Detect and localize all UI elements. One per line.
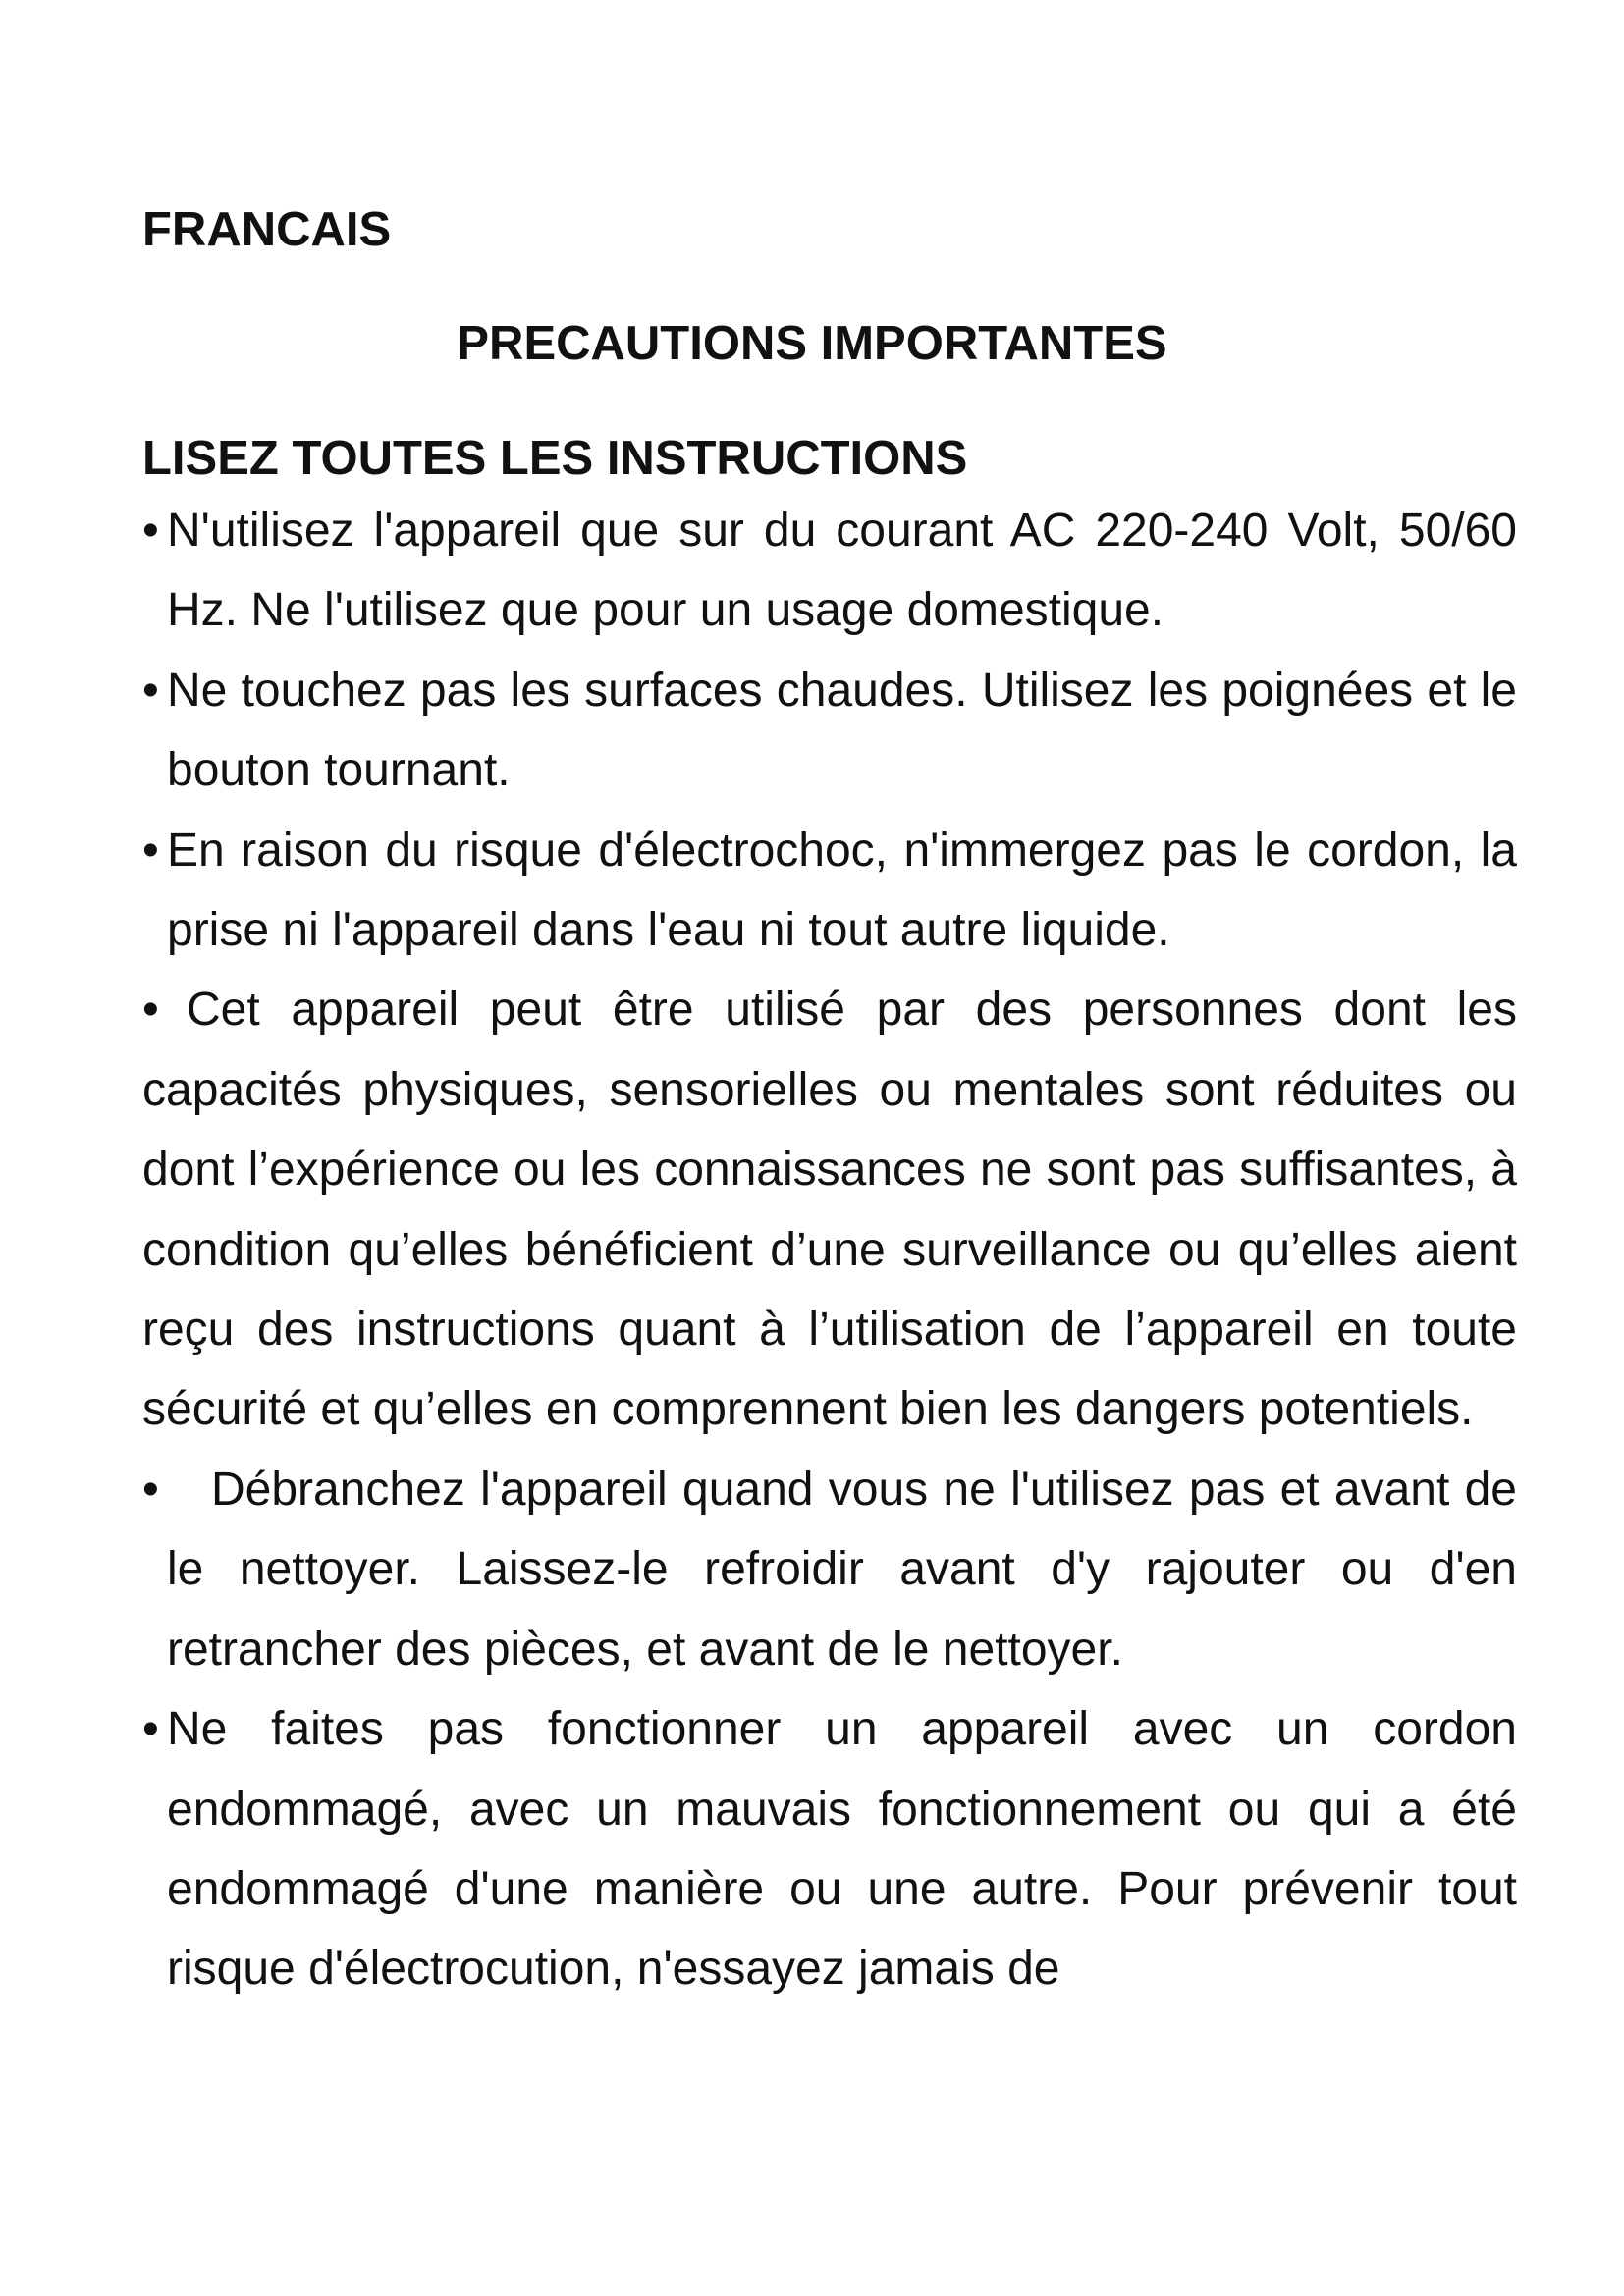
list-item-text: Cet appareil peut être utilisé par des personnes dont les capacités physiques, sensorielles ou mentales sont réduites ou dont l’expérience ou les connaissances ne sont pas suffisantes, à condition qu’elles bénéficient d’une surveillance ou qu’elles aient reçu des instructions quant à l’utilisation de l’appareil en toute sécurité et qu’elles en comprennent bien les dangers potentiels. bbox=[142, 984, 1517, 1436]
section-subtitle: LISEZ TOUTES LES INSTRUCTIONS bbox=[142, 432, 968, 485]
list-item bbox=[142, 491, 1517, 651]
list-item bbox=[142, 1450, 1517, 1689]
list-item bbox=[142, 970, 1517, 1449]
list-item bbox=[142, 1689, 1517, 2009]
bullet-icon: • bbox=[142, 1703, 159, 1756]
bullet-icon: • bbox=[142, 505, 159, 557]
bullet-icon: • bbox=[142, 984, 159, 1037]
list-item-text: Ne faites pas fonctionner un appareil avec un cordon endommagé, avec un mauvais fonctionnement ou qui a été endommagé d'une manière ou une autre. Pour prévenir tout risque d'électrocution, n'essayez jamais de bbox=[167, 1703, 1517, 1996]
list-item-text: En raison du risque d'électrochoc, n'immergez pas le cordon, la prise ni l'appareil dans l'eau ni tout autre liquide. bbox=[167, 824, 1517, 957]
list-item-text: Débranchez l'appareil quand vous ne l'utilisez pas et avant de le nettoyer. Laissez-le refroidir avant d'y rajouter ou d'en retrancher des pièces, et avant de le nettoyer. bbox=[167, 1463, 1517, 1676]
list-item bbox=[142, 811, 1517, 971]
bullet-icon: • bbox=[142, 824, 159, 877]
document-title: PRECAUTIONS IMPORTANTES bbox=[457, 317, 1167, 370]
precautions-list bbox=[142, 491, 1517, 2009]
bullet-icon: • bbox=[142, 664, 159, 717]
bullet-icon: • bbox=[142, 1463, 159, 1516]
list-item-text: N'utilisez l'appareil que sur du courant AC 220-240 Volt, 50/60 Hz. Ne l'utilisez que pour un usage domestique. bbox=[167, 505, 1517, 637]
list-item bbox=[142, 651, 1517, 811]
language-heading: FRANCAIS bbox=[142, 203, 392, 256]
list-item-text: Ne touchez pas les surfaces chaudes. Utilisez les poignées et le bouton tournant. bbox=[167, 664, 1517, 797]
